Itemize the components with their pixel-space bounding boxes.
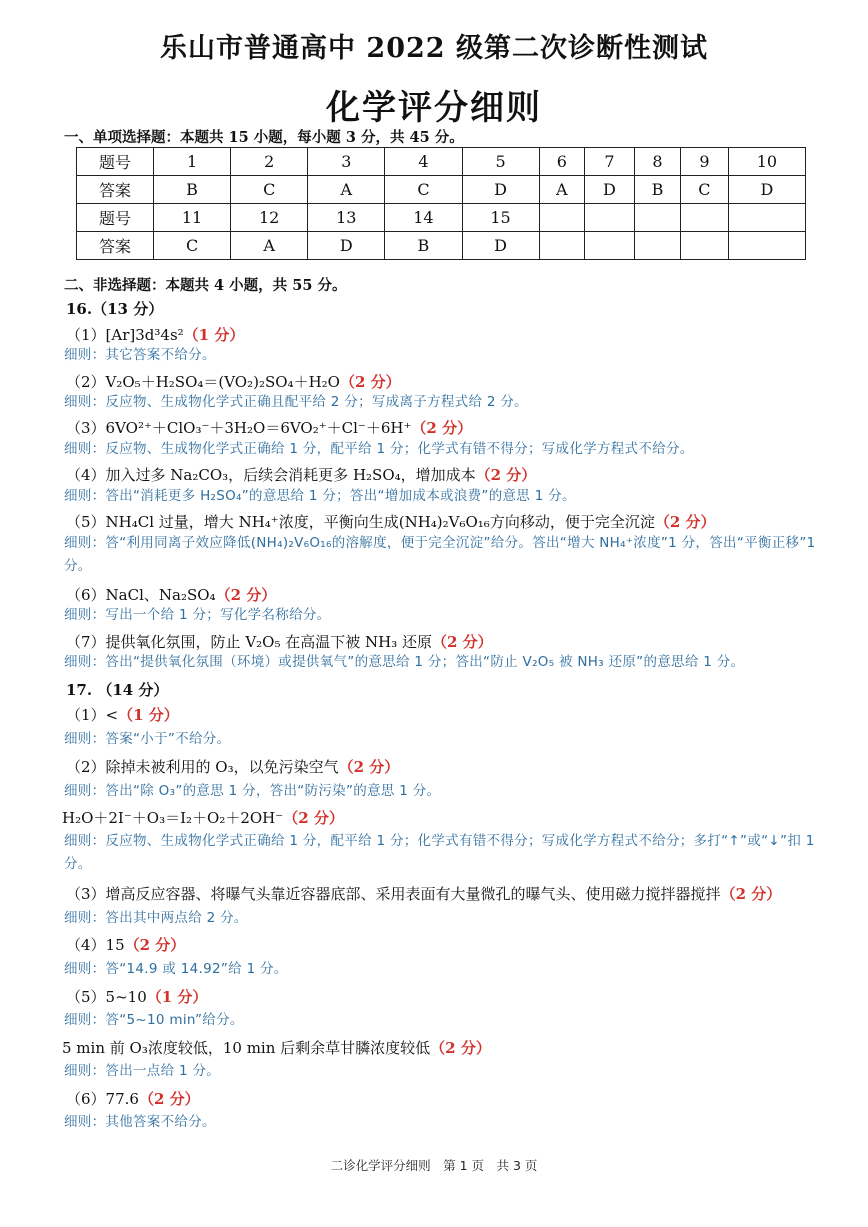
table-cell: A [231,232,308,260]
grading-note: 细则：反应物、生成物化学式正确给 1 分，配平给 1 分；化学式有错不得分；写成化学方程式不给分；多打“↑”或“↓”扣 1 分。 [64,833,815,872]
grading-note: 细则：答“14.9 或 14.92”给 1 分。 [64,961,288,977]
grading-note: 细则：答“利用同离子效应降低(NH₄)₂V₆O₁₆的溶解度，便于完全沉淀”给分。答出“增大 NH₄⁺浓度”1 分，答出“平衡正移”1 分。 [64,535,816,574]
points-label: （2 分） [432,633,493,651]
grading-note: 细则：答出“除 O₃”的意思 1 分，答出“防污染”的意思 1 分。 [64,783,441,799]
table-cell: B [154,176,231,204]
points-label: （2 分） [124,936,186,954]
table-cell: C [154,232,231,260]
table-cell [728,232,805,260]
row-label-question: 题号 [77,148,154,176]
points-label: （1 分） [146,988,208,1006]
points-label: （2 分） [720,885,782,903]
points-label: （2 分） [215,586,277,604]
answer-text: （6）NaCl、Na₂SO₄ [66,586,216,604]
grading-note: 细则：反应物、生成物化学式正确且配平给 2 分；写成离子方程式给 2 分。 [64,394,528,410]
grading-note: 细则：答出“消耗更多 H₂SO₄”的意思给 1 分；答出“增加成本或浪费”的意思 1 分。 [64,488,576,504]
points-label: （2 分） [339,373,401,391]
answer-line [66,511,828,532]
grading-note: 细则：答案“小于”不给分。 [64,731,231,747]
table-cell: B [385,232,462,260]
table-cell [584,232,634,260]
table-cell [584,204,634,232]
table-cell: 7 [584,148,634,176]
answer-text: （5）5~10 [66,988,147,1006]
table-cell: 6 [539,148,584,176]
table-cell: D [728,176,805,204]
answer-text: （2）除掉未被利用的 O₃，以免污染空气 [66,758,339,776]
grading-note: 细则：答出“提供氧化氛围（环境）或提供氧气”的意思给 1 分；答出“防止 V₂O₅ 被 NH₃ 还原”的意思给 1 分。 [64,654,745,670]
points-label: （2 分） [283,809,344,827]
table-cell [728,204,805,232]
points-label: （1 分） [183,326,245,344]
answer-text: （1）< [66,706,119,724]
table-cell: 1 [154,148,231,176]
answer-text: （3）增高反应容器、将曝气头靠近容器底部、采用表面有大量微孔的曝气头、使用磁力搅拌器搅拌 [66,885,721,903]
points-label: （2 分） [411,419,473,437]
points-label: （1 分） [118,706,179,724]
table-cell: A [308,176,385,204]
table-cell: C [385,176,462,204]
answer-line [66,1088,828,1109]
table-cell [634,204,680,232]
answer-line [66,371,828,392]
table-cell: 14 [385,204,462,232]
grading-note: 细则：反应物、生成物化学式正确给 1 分，配平给 1 分；化学式有错不得分；写成化学方程式不给分。 [64,441,694,457]
answer-text: （4）加入过多 Na₂CO₃，后续会消耗更多 H₂SO₄，增加成本 [66,466,476,484]
row-label-answer: 答案 [77,232,154,260]
table-row-question-1 [77,148,806,176]
answer-text: （5）NH₄Cl 过量，增大 NH₄⁺浓度，平衡向生成(NH₄)₂V₆O₁₆方向移动，便于完全沉淀 [66,513,655,531]
answer-line [66,631,828,652]
answer-line [66,883,828,904]
grading-note: 细则：其它答案不给分。 [64,347,216,363]
points-label: （2 分） [430,1039,491,1057]
document-subtitle: 化学评分细则 [326,88,542,128]
section1-heading: 一、单项选择题：本题共 15 小题，每小题 3 分，共 45 分。 [64,129,464,146]
answer-text: （3）6VO²⁺＋ClO₃⁻＋3H₂O＝6VO₂⁺＋Cl⁻＋6H⁺ [66,419,412,437]
answer-line [62,807,828,828]
grading-note: 细则：答“5~10 min”给分。 [64,1012,244,1028]
section2-heading: 二、非选择题：本题共 4 小题，共 55 分。 [64,277,347,294]
table-cell [681,204,729,232]
table-cell: 5 [462,148,539,176]
answer-line [66,584,828,605]
answer-line [66,324,828,345]
table-cell: 12 [231,204,308,232]
question-17-heading: 17. （14 分） [66,681,169,699]
page-footer: 二诊化学评分细则 第 1 页 共 3 页 [330,1158,538,1173]
grading-note: 细则：其他答案不给分。 [64,1114,216,1130]
table-cell: D [462,176,539,204]
answer-table [76,147,806,260]
table-cell: 10 [728,148,805,176]
answer-line [66,986,828,1007]
table-cell: 11 [154,204,231,232]
table-cell: D [308,232,385,260]
question-16-heading: 16.（13 分） [66,300,164,318]
table-row-question-2 [77,204,806,232]
table-cell: 9 [681,148,729,176]
answer-line [66,417,828,438]
answer-text: 5 min 前 O₃浓度较低，10 min 后剩余草甘膦浓度较低 [62,1039,431,1057]
answer-text: （1）[Ar]3d³4s² [66,326,184,344]
table-row-answer-1 [77,176,806,204]
answer-text: （4）15 [66,936,125,954]
answer-line [66,704,828,725]
table-cell: 8 [634,148,680,176]
answer-line [66,464,828,485]
answer-text: （6）77.6 [66,1090,139,1108]
table-cell: 13 [308,204,385,232]
table-cell: A [539,176,584,204]
answer-text: （2）V₂O₅＋H₂SO₄＝(VO₂)₂SO₄＋H₂O [66,373,340,391]
grading-note: 细则：答出其中两点给 2 分。 [64,910,248,926]
table-cell: C [231,176,308,204]
table-cell: 2 [231,148,308,176]
table-cell: 4 [385,148,462,176]
answer-line [62,1037,828,1058]
table-cell: C [681,176,729,204]
answer-text: H₂O＋2I⁻＋O₃＝I₂＋O₂＋2OH⁻ [62,809,284,827]
grading-note: 细则：答出一点给 1 分。 [64,1063,221,1079]
table-cell [634,232,680,260]
table-cell: D [462,232,539,260]
points-label: （2 分） [138,1090,200,1108]
table-cell: 15 [462,204,539,232]
table-cell [539,204,584,232]
answer-text: （7）提供氧化氛围，防止 V₂O₅ 在高温下被 NH₃ 还原 [66,633,432,651]
points-label: （2 分） [338,758,400,776]
answer-line [66,756,828,777]
document-title: 乐山市普通高中 2022 级第二次诊断性测试 [160,33,708,64]
table-cell: B [634,176,680,204]
table-cell [539,232,584,260]
answer-line [66,934,828,955]
row-label-answer: 答案 [77,176,154,204]
points-label: （2 分） [654,513,716,531]
points-label: （2 分） [475,466,537,484]
row-label-question: 题号 [77,204,154,232]
table-cell: D [584,176,634,204]
table-row-answer-2 [77,232,806,260]
table-cell: 3 [308,148,385,176]
grading-note: 细则：写出一个给 1 分；写化学名称给分。 [64,607,331,623]
table-cell [681,232,729,260]
